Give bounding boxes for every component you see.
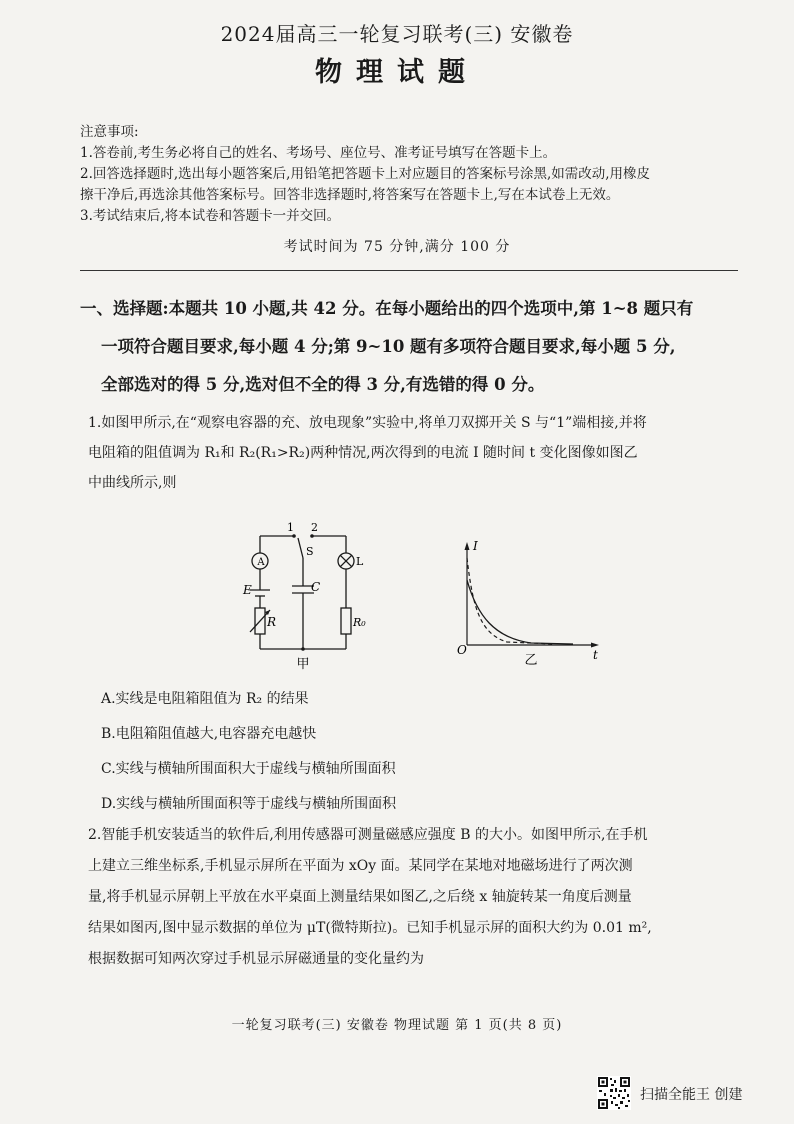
y-axis-label: I (473, 540, 478, 553)
q1-line-1: 1.如图甲所示,在“观察电容器的充、放电现象”实验中,将单刀双掷开关 S 与“1”端相接,并将 (88, 415, 647, 431)
ammeter-label: A (257, 557, 265, 568)
exam-time-line: 考试时间为 75 分钟,满分 100 分 (283, 239, 511, 255)
section-1-line-2: 一项符合题目要求,每小题 4 分;第 9~10 题有多项符合题目要求,每小题 5 分, (101, 337, 676, 356)
capacitor-label: C (311, 580, 321, 594)
q1-line-2: 电阻箱的阻值调为 R₁和 R₂(R₁>R₂)两种情况,两次得到的电流 I 随时间 t 变化图像如图乙 (88, 445, 638, 461)
q2-line-2: 上建立三维坐标系,手机显示屏所在平面为 xOy 面。某同学在某地对地磁场进行了两次测 (88, 858, 633, 874)
q1-option-b: B.电阻箱阻值越大,电容器充电越快 (101, 726, 317, 742)
figure-jia-caption: 甲 (296, 657, 310, 672)
solid-curve (467, 580, 573, 644)
circuit-diagram (228, 516, 388, 674)
figure-yi-caption: 乙 (524, 653, 538, 668)
x-axis-label: t (593, 648, 598, 662)
section-1-heading (80, 290, 750, 404)
section-1-line-1: 一、选择题:本题共 10 小题,共 42 分。在每小题给出的四个选项中,第 1~8 题只有 (80, 299, 694, 318)
q1-option-a: A.实线是电阻箱阻值为 R₂ 的结果 (101, 691, 309, 707)
question-2-stem (88, 820, 754, 975)
current-time-graph (455, 540, 605, 670)
dashed-curve (467, 558, 555, 644)
section-1-line-3: 全部选对的得 5 分,选对但不全的得 3 分,有选错的得 0 分。 (101, 375, 545, 394)
q1-option-c: C.实线与横轴所围面积大于虚线与横轴所围面积 (101, 761, 396, 777)
header-divider (80, 270, 738, 271)
notice-block (80, 122, 740, 227)
q1-line-3: 中曲线所示,则 (88, 475, 177, 491)
q2-line-3: 量,将手机显示屏朝上平放在水平桌面上测量结果如图乙,之后绕 x 轴旋转某一角度后测量 (88, 889, 632, 905)
origin-label: O (457, 643, 467, 657)
q2-line-1: 2.智能手机安装适当的软件后,利用传感器可测量磁感应强度 B 的大小。如图甲所示,在手机 (88, 827, 648, 843)
switch-label: S (306, 545, 314, 558)
resistor-box-label: R (267, 615, 277, 629)
lamp-label: L (356, 555, 364, 568)
notice-item-2b: 擦干净后,再选涂其他答案标号。回答非选择题时,将答案写在答题卡上,写在本试卷上无效。 (80, 187, 620, 203)
notice-item-2a: 2.回答选择题时,选出每小题答案后,用铅笔把答题卡上对应题目的答案标号涂黑,如需改动,用橡皮 (80, 166, 651, 182)
qr-code-icon (597, 1076, 631, 1110)
r0-label: R₀ (353, 616, 366, 629)
scanner-watermark: 扫描全能王 创建 (640, 1087, 743, 1103)
page-footer: 一轮复习联考(三) 安徽卷 物理试题 第 1 页(共 8 页) (231, 1018, 563, 1033)
question-1-stem (88, 408, 748, 498)
subject-title: 物理试题 (315, 57, 479, 88)
q1-option-d: D.实线与横轴所围面积等于虚线与横轴所围面积 (101, 796, 397, 812)
notice-item-3: 3.考试结束后,将本试卷和答题卡一并交回。 (80, 208, 341, 224)
battery-label: E (243, 583, 252, 597)
exam-title: 2024届高三一轮复习联考(三) 安徽卷 (220, 22, 574, 46)
q2-line-4: 结果如图丙,图中显示数据的单位为 μT(微特斯拉)。已知手机显示屏的面积大约为 0.01 m², (88, 920, 652, 936)
q2-line-5: 根据数据可知两次穿过手机显示屏磁通量的变化量约为 (88, 951, 424, 967)
terminal-2-label: 2 (311, 521, 318, 534)
terminal-1-label: 1 (287, 521, 294, 534)
notice-item-1: 1.答卷前,考生务必将自己的姓名、考场号、座位号、准考证号填写在答题卡上。 (80, 145, 557, 161)
notice-heading: 注意事项: (80, 124, 139, 140)
